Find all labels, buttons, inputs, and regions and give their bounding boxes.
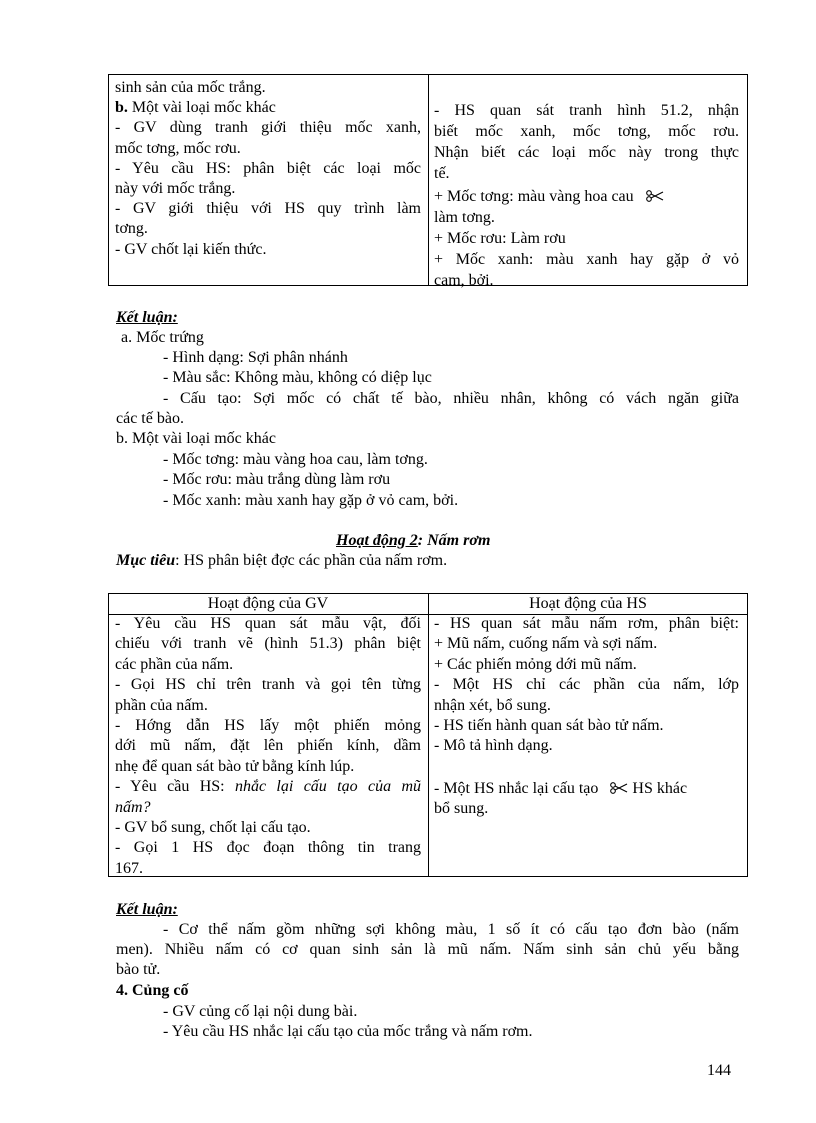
text-line: tế.: [434, 165, 450, 182]
text-line: - HS quan sát tranh hình 51.2, nhận: [434, 102, 739, 119]
text-line: 167.: [115, 859, 143, 877]
conclusion-2-line: bào tử.: [116, 961, 161, 978]
activity-2-title: Hoạt động 2: Nấm rơm: [336, 532, 491, 549]
text-line: chiếu với tranh vẽ (hình 51.3) phân biệt: [115, 635, 421, 653]
conclusion-2-heading: Kết luận:: [116, 901, 178, 918]
text-line: - Một HS chỉ các phần của nấm, lớp: [434, 676, 739, 694]
text-line: + Mốc xanh: màu xanh hay gặp ở vỏ: [434, 251, 739, 268]
text-line: làm tơng.: [434, 209, 495, 226]
table-1-left-cell: [115, 78, 421, 260]
text-line: các phần của nấm.: [115, 655, 234, 673]
table-2-column-divider: [428, 593, 429, 877]
text-line: - GV dùng tranh giới thiệu mốc xanh,: [115, 119, 421, 137]
text-line: - Gọi HS chỉ trên tranh và gọi tên từng: [115, 676, 421, 694]
conclusion-1-line: - Cấu tạo: Sợi mốc có chất tế bào, nhiều nhân, không có vách ngăn giữa: [163, 390, 739, 407]
text-line: - Yêu cầu HS: nhắc lại cấu tạo của mũ: [115, 778, 421, 796]
text-line: - GV giới thiệu với HS quy trình làm: [115, 200, 421, 218]
text-line: phần của nấm.: [115, 696, 208, 714]
text-line: - Yêu cầu HS quan sát mẫu vật, đối: [115, 615, 421, 632]
text-line: + Mũ nấm, cuống nấm và sợi nấm.: [434, 635, 658, 653]
text-line: b. Một vài loại mốc khác: [115, 99, 276, 117]
activity-2-goal: Mục tiêu: HS phân biệt đợc các phần của nấm rơm.: [116, 552, 448, 569]
text-line: + Mốc rơu: Làm rơu: [434, 230, 566, 247]
table-1-column-divider: [428, 74, 429, 286]
conclusion-1-line: - Mốc xanh: màu xanh hay gặp ở vỏ cam, bởi.: [163, 492, 459, 509]
text-line: Nhận biết các loại mốc này trong thực: [434, 144, 739, 161]
text-line: + Các phiến mỏng dới mũ nấm.: [434, 655, 637, 673]
text-line: nhẹ để quan sát bào tử bằng kính lúp.: [115, 757, 355, 775]
conclusion-2-line: - Cơ thể nấm gồm những sợi không màu, 1 số ít có cấu tạo đơn bào (nấm: [163, 921, 739, 938]
text-line: + Mốc tơng: màu vàng hoa cau: [434, 186, 739, 207]
conclusion-1-line: a. Mốc trứng: [121, 329, 204, 346]
text-line: - HS quan sát mẫu nấm rơm, phân biệt:: [434, 615, 739, 632]
text-line: - Gọi 1 HS đọc đoạn thông tin trang: [115, 839, 421, 857]
text-line: biết mốc xanh, mốc tơng, mốc rơu.: [434, 123, 739, 140]
text-line: - Yêu cầu HS: phân biệt các loại mốc: [115, 159, 421, 177]
consolidation-line: - Yêu cầu HS nhắc lại cấu tạo của mốc trắng và nấm rơm.: [163, 1023, 533, 1040]
conclusion-1-line: - Hình dạng: Sợi phân nhánh: [163, 349, 348, 366]
text-line: mốc tơng, mốc rơu.: [115, 139, 241, 157]
scissors-icon: [646, 190, 664, 202]
conclusion-1-heading: Kết luận:: [116, 309, 178, 326]
text-line: - GV bổ sung, chốt lại cấu tạo.: [115, 819, 311, 837]
conclusion-2-line: men). Nhiều nấm có cơ quan sinh sản là mũ nấm. Nấm sinh sản chủ yếu bằng: [116, 941, 739, 958]
scissors-icon: [610, 782, 628, 794]
table-2-header-hs: Hoạt động của HS: [529, 595, 647, 612]
table-2-left-cell: [115, 614, 421, 879]
text-line: nhận xét, bổ sung.: [434, 696, 551, 714]
conclusion-1-line: các tế bào.: [116, 410, 184, 427]
text-line: sinh sản của mốc trắng.: [115, 79, 266, 96]
text-line: dới mũ nấm, đặt lên phiến kính, dầm: [115, 737, 421, 755]
table-2-header-gv: Hoạt động của GV: [207, 595, 329, 612]
text-line: - GV chốt lại kiến thức.: [115, 240, 267, 258]
consolidation-heading: 4. Củng cố: [116, 982, 189, 999]
text-line: tơng.: [115, 220, 148, 238]
text-line: - HS tiến hành quan sát bào tử nấm.: [434, 717, 664, 735]
consolidation-line: - GV củng cố lại nội dung bài.: [163, 1003, 358, 1020]
conclusion-1-line: b. Một vài loại mốc khác: [116, 430, 276, 447]
text-line: này với mốc trắng.: [115, 180, 236, 198]
text-line: - Một HS nhắc lại cấu tạo HS khác: [434, 779, 688, 797]
conclusion-1-line: - Màu sắc: Không màu, không có diệp lục: [163, 369, 432, 386]
text-line: - Mô tả hình dạng.: [434, 737, 553, 755]
table-2-right-cell: [434, 614, 739, 820]
page-number: 144: [707, 1062, 731, 1079]
bold-label: b.: [115, 99, 128, 117]
text-line: bổ sung.: [434, 800, 489, 818]
text-line: nấm?: [115, 798, 151, 816]
text-line: - Hớng dẫn HS lấy một phiến mỏng: [115, 717, 421, 735]
conclusion-1-line: - Mốc rơu: màu trắng dùng làm rơu: [163, 471, 391, 488]
table-1-right-cell: [434, 100, 739, 291]
text-line: cam, bởi.: [434, 272, 494, 289]
conclusion-1-line: - Mốc tơng: màu vàng hoa cau, làm tơng.: [163, 451, 428, 468]
